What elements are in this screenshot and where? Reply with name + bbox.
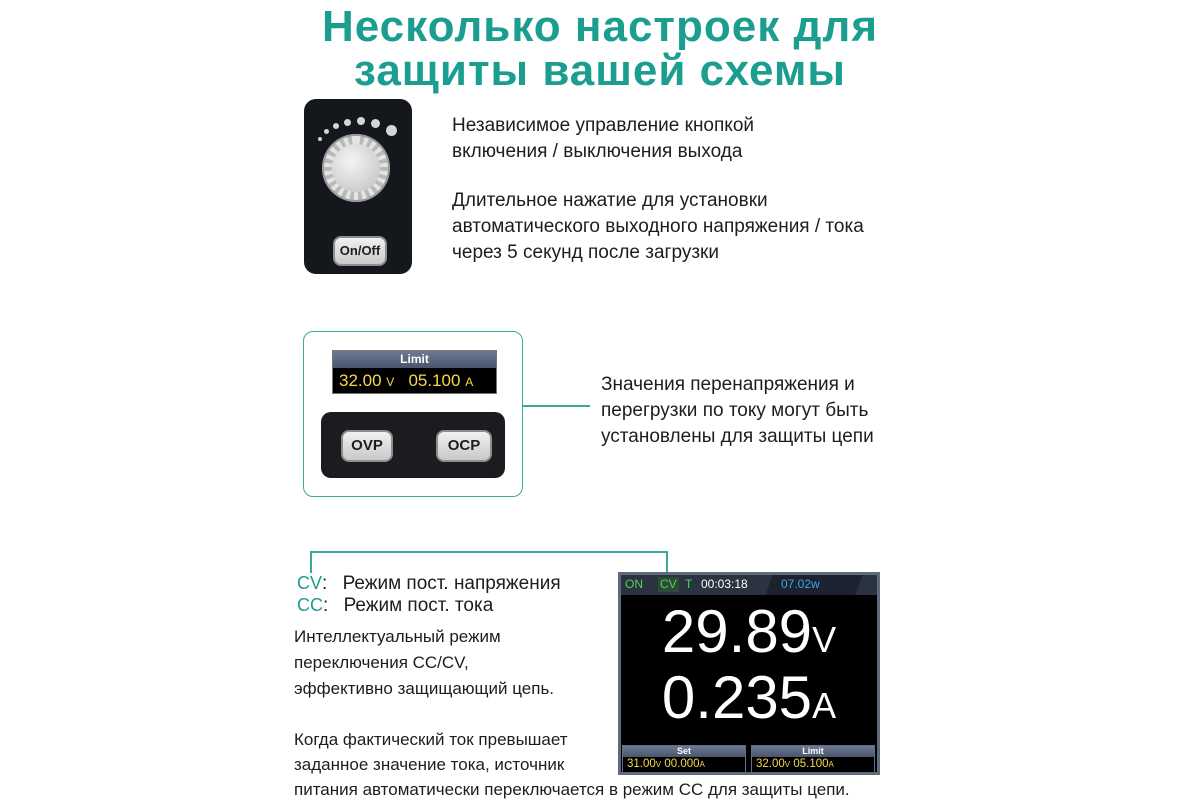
set-current-unit: A [699, 760, 705, 769]
set-label: Set [623, 746, 745, 757]
text-line: Независимое управление кнопкой [452, 115, 754, 136]
long-press-description [452, 188, 864, 266]
limit-values [339, 370, 473, 393]
on-off-button[interactable]: On/Off [333, 236, 387, 266]
level-dot [318, 137, 322, 141]
output-voltage-unit: V [812, 619, 837, 660]
text-line: Длительное нажатие для установки [452, 190, 768, 211]
text-line: заданное значение тока, источник [294, 755, 565, 774]
limit-description [601, 372, 874, 450]
limit-current-unit: A [465, 375, 474, 389]
output-current-value: 0.235 [661, 664, 813, 731]
headline-line-2: защиты вашей схемы [354, 46, 846, 95]
cv-text: Режим пост. напряжения [342, 573, 561, 594]
headline-line-1: Несколько настроек для [322, 2, 878, 51]
limit-box [751, 745, 875, 773]
output-current [621, 664, 877, 737]
limit-voltage-unit: V [386, 375, 395, 389]
cc-code: CC [297, 595, 323, 615]
output-voltage [621, 598, 877, 671]
text-line: питания автоматически переключается в режим CC для защиты цепи. [294, 780, 850, 799]
limit-box-values [756, 758, 834, 771]
set-values [627, 758, 705, 771]
timer-indicator: T [685, 577, 693, 591]
limit-lcd [332, 350, 497, 394]
limit-header: Limit [333, 351, 496, 368]
limit-panel-frame [303, 331, 523, 497]
cv-indicator: CV [660, 577, 677, 591]
set-box [622, 745, 746, 773]
output-on-indicator: ON [625, 577, 643, 591]
text-line: переключения CC/CV, [294, 653, 469, 672]
timer-value: 00:03:18 [701, 577, 748, 591]
limit-box-current: 05.100 [793, 758, 829, 770]
text-line: установлены для защиты цепи [601, 426, 874, 447]
cv-mode-row [297, 572, 561, 595]
level-dot [333, 123, 339, 129]
text-line: эффективно защищающий цепь. [294, 679, 555, 698]
text-line: Интеллектуальный режим [294, 627, 501, 646]
text-line: через 5 секунд после загрузки [452, 242, 719, 263]
colon: : [322, 573, 333, 594]
level-dot [344, 119, 351, 126]
output-voltage-value: 29.89 [661, 598, 813, 665]
connector-line [310, 551, 667, 553]
set-voltage-unit: V [655, 760, 662, 769]
text-line: Значения перенапряжения и [601, 374, 855, 395]
cc-mode-row [297, 594, 493, 617]
text-line: Когда фактический ток превышает [294, 730, 568, 749]
cc-cv-description [294, 624, 554, 702]
level-dot [324, 129, 329, 134]
ovp-button[interactable]: OVP [341, 430, 393, 462]
output-current-unit: A [812, 685, 837, 726]
level-dot [386, 125, 397, 136]
rotary-knob[interactable] [322, 134, 390, 202]
protection-button-bar [321, 412, 505, 478]
limit-voltage: 32.00 [339, 371, 382, 390]
limit-current: 05.100 [408, 371, 461, 390]
ocp-button[interactable]: OCP [436, 430, 492, 462]
status-bar [621, 575, 877, 595]
limit-box-current-unit: A [828, 760, 834, 769]
power-value: 07.02w [781, 577, 820, 591]
cv-code: CV [297, 573, 323, 593]
knob-panel-photo [304, 99, 412, 274]
level-dot [371, 119, 380, 128]
power-button-description [452, 113, 754, 165]
limit-box-voltage-unit: V [784, 760, 791, 769]
connector-line [666, 551, 668, 573]
cc-text: Режим пост. тока [343, 595, 494, 616]
knob-cap [332, 144, 380, 192]
text-line: автоматического выходного напряжения / тока [452, 216, 864, 237]
limit-label: Limit [752, 746, 874, 757]
device-display [618, 572, 880, 775]
colon: : [323, 595, 334, 616]
text-line: перегрузки по току могут быть [601, 400, 869, 421]
connector-line [310, 551, 312, 573]
text-line: включения / выключения выхода [452, 141, 743, 162]
limit-box-voltage: 32.00 [756, 758, 785, 770]
connector-line [523, 405, 590, 407]
level-dot [357, 117, 365, 125]
set-voltage: 31.00 [627, 758, 656, 770]
set-current: 00.000 [664, 758, 700, 770]
